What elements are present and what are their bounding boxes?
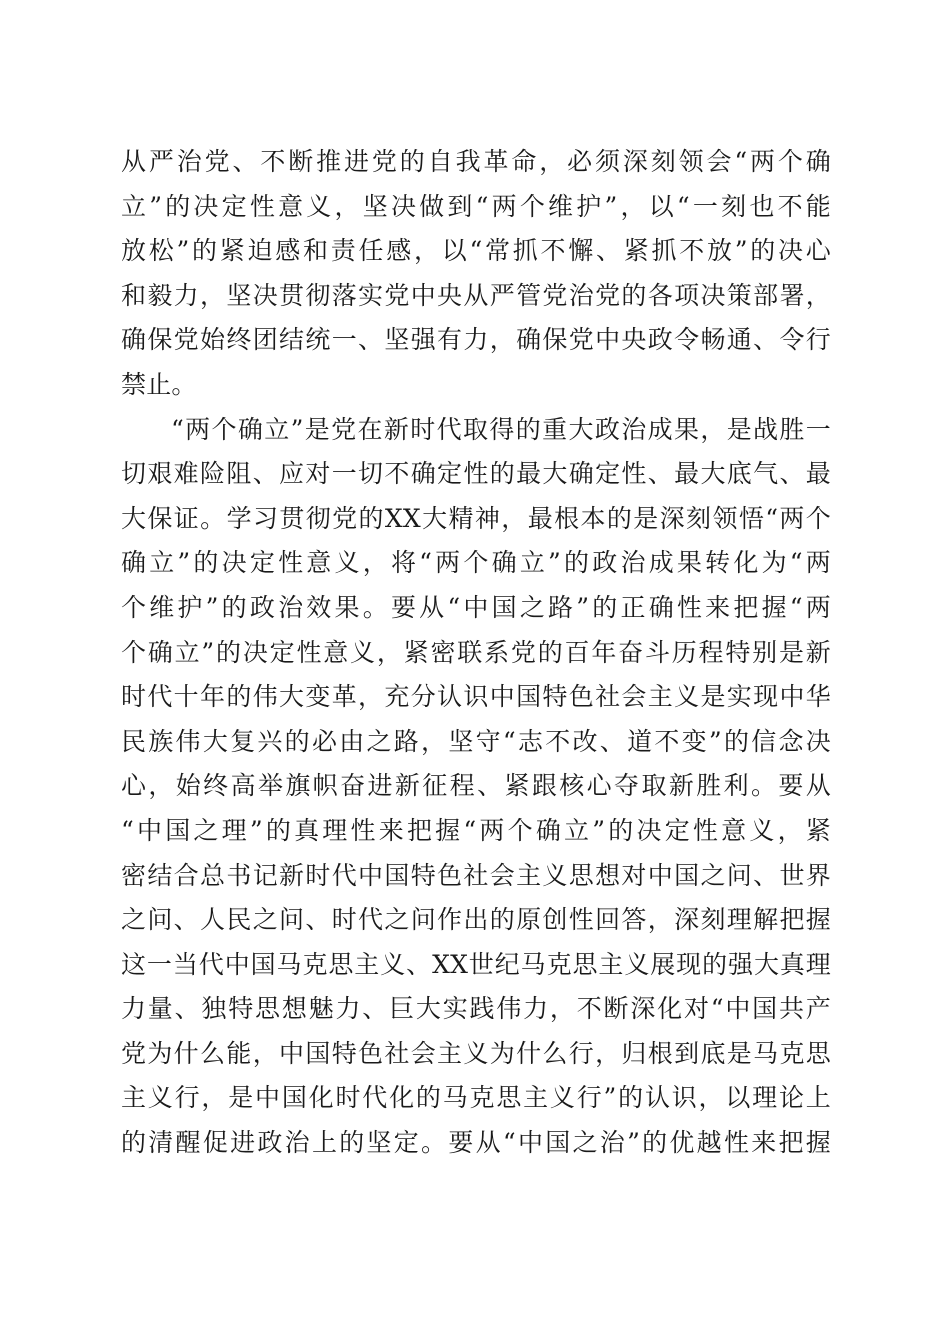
text-line: 力量、独特思想魅力、巨大实践伟力，不断深化对“中国共产 (121, 994, 831, 1024)
paragraph-2 (121, 408, 831, 1166)
text-line: 放松”的紧迫感和责任感，以“常抓不懈、紧抓不放”的决心 (121, 236, 831, 266)
text-line: 心，始终高举旗帜奋进新征程、紧跟核心夺取新胜利。要从 (121, 771, 831, 801)
text-line: 立”的决定性意义，坚决做到“两个维护”，以“一刻也不能 (121, 191, 831, 221)
body-text (121, 140, 831, 1166)
text-line: “两个确立”是党在新时代取得的重大政治成果，是战胜一 (171, 414, 831, 444)
text-line: 时代十年的伟大变革，充分认识中国特色社会主义是实现中华 (121, 682, 831, 712)
text-line: 民族伟大复兴的必由之路，坚守“志不改、道不变”的信念决 (121, 726, 831, 756)
text-line: 和毅力，坚决贯彻落实党中央从严管党治党的各项决策部署， (121, 280, 831, 310)
text-line: 禁止。 (121, 369, 197, 399)
text-line: “中国之理”的真理性来把握“两个确立”的决定性意义，紧 (121, 815, 831, 845)
text-line: 之问、人民之问、时代之问作出的原创性回答，深刻理解把握 (121, 905, 831, 935)
text-line: 确立”的决定性意义，将“两个确立”的政治成果转化为“两 (121, 548, 831, 578)
paragraph-1 (121, 140, 831, 408)
text-line: 个确立”的决定性意义，紧密联系党的百年奋斗历程特别是新 (121, 637, 831, 667)
text-line: 党为什么能，中国特色社会主义为什么行，归根到底是马克思 (121, 1038, 831, 1068)
text-line: 从严治党、不断推进党的自我革命，必须深刻领会“两个确 (121, 147, 831, 176)
text-line: 密结合总书记新时代中国特色社会主义思想对中国之问、世界 (121, 860, 831, 890)
text-line: 这一当代中国马克思主义、XX世纪马克思主义展现的强大真理 (121, 949, 831, 979)
text-line: 大保证。学习贯彻党的XX大精神，最根本的是深刻领悟“两个 (121, 503, 831, 533)
text-line: 切艰难险阻、应对一切不确定性的最大确定性、最大底气、最 (121, 459, 831, 489)
text-line: 个维护”的政治效果。要从“中国之路”的正确性来把握“两 (121, 592, 831, 622)
text-line: 主义行，是中国化时代化的马克思主义行”的认识，以理论上 (121, 1083, 831, 1113)
text-line: 确保党始终团结统一、坚强有力，确保党中央政令畅通、令行 (121, 325, 831, 355)
text-line: 的清醒促进政治上的坚定。要从“中国之治”的优越性来把握 (121, 1128, 831, 1158)
